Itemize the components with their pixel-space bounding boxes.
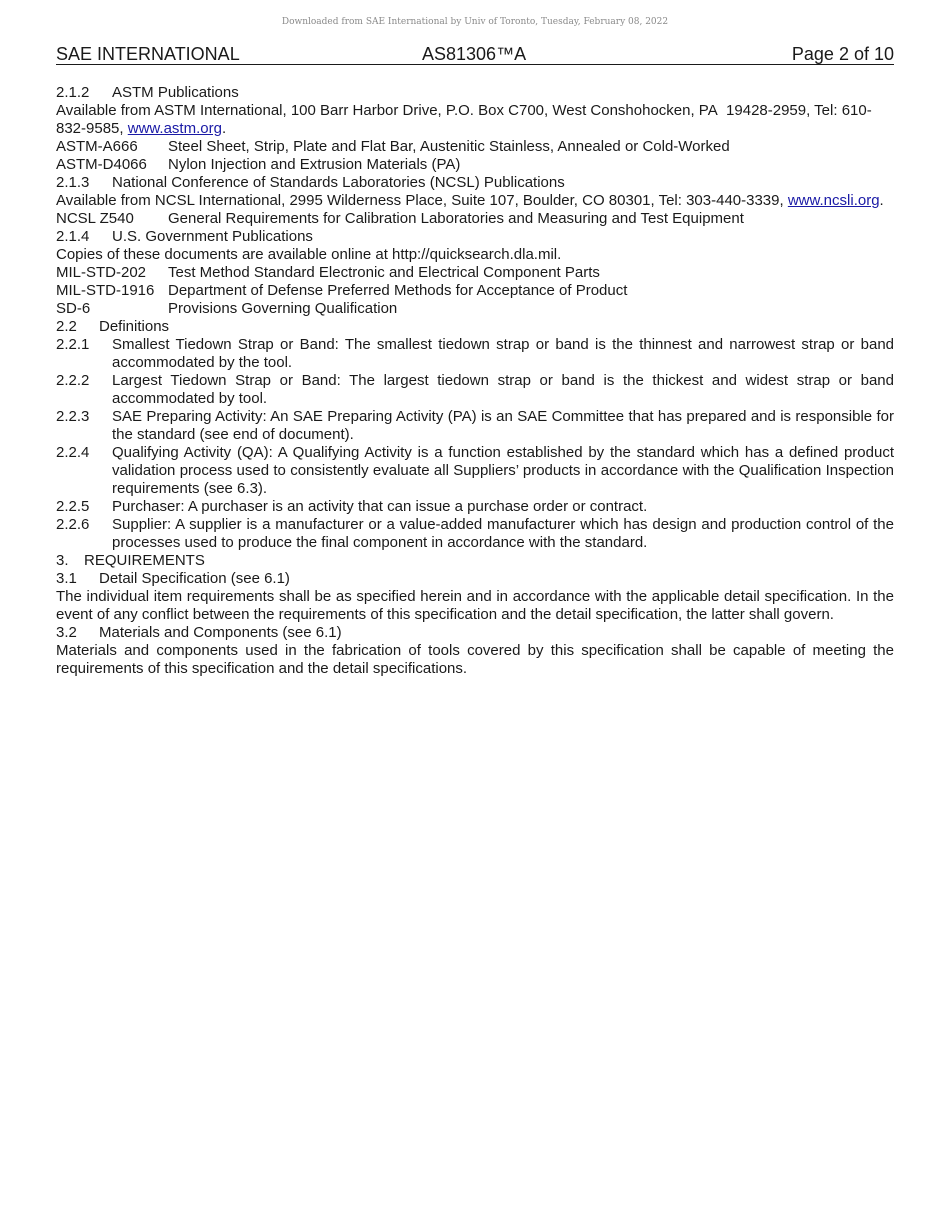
- page-body: [56, 84, 894, 678]
- availability-text: Available from NCSL International, 2995 Wilderness Place, Suite 107, Boulder, CO 80301, Tel: 303-440-3339,: [56, 192, 788, 209]
- ncsli-link[interactable]: www.ncsli.org: [787, 192, 880, 209]
- section-heading-2-1-4: [56, 228, 894, 246]
- definition-item: [56, 372, 894, 408]
- definition-number: 2.2.1: [56, 336, 90, 353]
- reference-item: [56, 300, 894, 318]
- header-org: SAE INTERNATIONAL: [56, 44, 240, 64]
- reference-code: MIL-STD-202: [56, 264, 147, 281]
- section-title: U.S. Government Publications: [112, 228, 313, 245]
- astm-link[interactable]: www.astm.org: [127, 120, 222, 137]
- definition-item: [56, 336, 894, 372]
- reference-title: Nylon Injection and Extrusion Materials (PA): [168, 156, 461, 173]
- section-title: REQUIREMENTS: [84, 552, 205, 569]
- section-heading-3-1: [56, 570, 894, 588]
- definition-text: Supplier: A supplier is a manufacturer or a value-added manufacturer which has design and production control of the processes used to produce the final component in accordance with the standard.: [112, 516, 894, 551]
- reference-title: Test Method Standard Electronic and Electrical Component Parts: [168, 264, 600, 281]
- reference-code: MIL-STD-1916: [56, 282, 155, 299]
- definition-item: [56, 516, 894, 552]
- reference-item: [56, 264, 894, 282]
- section-number: 3.: [56, 552, 69, 569]
- definition-text: Smallest Tiedown Strap or Band: The smallest tiedown strap or band is the thinnest and narrowest strap or band accommodated by the tool.: [112, 336, 894, 371]
- reference-item: [56, 210, 894, 228]
- reference-item: [56, 282, 894, 300]
- definition-number: 2.2.6: [56, 516, 90, 533]
- header-page-number: Page 2 of 10: [791, 44, 894, 64]
- section-number: 3.1: [56, 570, 77, 587]
- section-title: Detail Specification (see 6.1): [99, 570, 290, 587]
- definition-number: 2.2.3: [56, 408, 90, 425]
- section-title: Materials and Components (see 6.1): [99, 624, 342, 641]
- definition-item: [56, 444, 894, 498]
- section-number: 3.2: [56, 624, 77, 641]
- definition-text: Largest Tiedown Strap or Band: The largest tiedown strap or band is the thickest and widest strap or band accommodated by tool.: [112, 372, 894, 407]
- definition-item: [56, 408, 894, 444]
- section-title: ASTM Publications: [112, 84, 239, 101]
- section-number: 2.1.3: [56, 174, 90, 191]
- definition-number: 2.2.4: [56, 444, 90, 461]
- reference-title: Department of Defense Preferred Methods for Acceptance of Product: [168, 282, 628, 299]
- definition-text: Qualifying Activity (QA): A Qualifying Activity is a function established by the standard which has a defined product validation process used to consistently evaluate all Suppliers’ products in accordance with the Qualification Inspection requirements (see 6.3).: [112, 444, 894, 497]
- definition-text: SAE Preparing Activity: An SAE Preparing Activity (PA) is an SAE Committee that has prepared and is responsible for the standard (see end of document).: [112, 408, 894, 443]
- availability-text: Available from ASTM International, 100 Barr Harbor Drive, P.O. Box C700, West Conshohocken, PA 19428-2959, Tel: 610-832-9585,: [56, 102, 872, 137]
- section-heading-3-2: [56, 624, 894, 642]
- section-title: Definitions: [99, 318, 170, 335]
- section-number: 2.2: [56, 318, 77, 335]
- section-number: 2.1.4: [56, 228, 90, 245]
- availability-paragraph-astm: Available from ASTM International, 100 Barr Harbor Drive, P.O. Box C700, West Conshohocken, PA 19428-2959, Tel: 610-832-9585, www.astm.org.: [56, 102, 872, 137]
- running-header: [56, 44, 894, 65]
- reference-title: Steel Sheet, Strip, Plate and Flat Bar, Austenitic Stainless, Annealed or Cold-Worked: [168, 138, 730, 155]
- reference-code: ASTM-A666: [56, 138, 138, 155]
- section-body-3-1: The individual item requirements shall be as specified herein and in accordance with the applicable detail specification. In the event of any conflict between the requirements of this specification and the detail specification, the latter shall govern.: [56, 588, 894, 623]
- reference-code: ASTM-D4066: [56, 156, 147, 173]
- section-body-3-2: Materials and components used in the fabrication of tools covered by this specification shall be capable of meeting the requirements of this specification and the detail specifications.: [56, 642, 894, 677]
- definition-number: 2.2.5: [56, 498, 90, 515]
- reference-item: [56, 156, 894, 174]
- section-heading-2-2: [56, 318, 894, 336]
- header-doc-number: AS81306™A: [422, 44, 527, 64]
- reference-code: SD-6: [56, 300, 91, 317]
- definition-number: 2.2.2: [56, 372, 90, 389]
- availability-paragraph-gov: Copies of these documents are available online at http://quicksearch.dla.mil.: [56, 246, 562, 263]
- reference-title: Provisions Governing Qualification: [168, 300, 398, 317]
- reference-item: [56, 138, 894, 156]
- reference-title: General Requirements for Calibration Laboratories and Measuring and Test Equipment: [168, 210, 744, 227]
- definition-text: Purchaser: A purchaser is an activity that can issue a purchase order or contract.: [112, 498, 648, 515]
- section-heading-2-1-2: [56, 84, 894, 102]
- reference-code: NCSL Z540: [56, 210, 134, 227]
- section-title: National Conference of Standards Laboratories (NCSL) Publications: [112, 174, 565, 191]
- section-heading-2-1-3: [56, 174, 894, 192]
- section-number: 2.1.2: [56, 84, 90, 101]
- section-heading-3: [56, 552, 894, 570]
- definition-item: [56, 498, 894, 516]
- download-watermark: Downloaded from SAE International by Univ of Toronto, Tuesday, February 08, 2022: [281, 17, 669, 27]
- availability-paragraph-ncsl: Available from NCSL International, 2995 Wilderness Place, Suite 107, Boulder, CO 80301, Tel: 303-440-3339, www.ncsli.org.: [56, 192, 884, 209]
